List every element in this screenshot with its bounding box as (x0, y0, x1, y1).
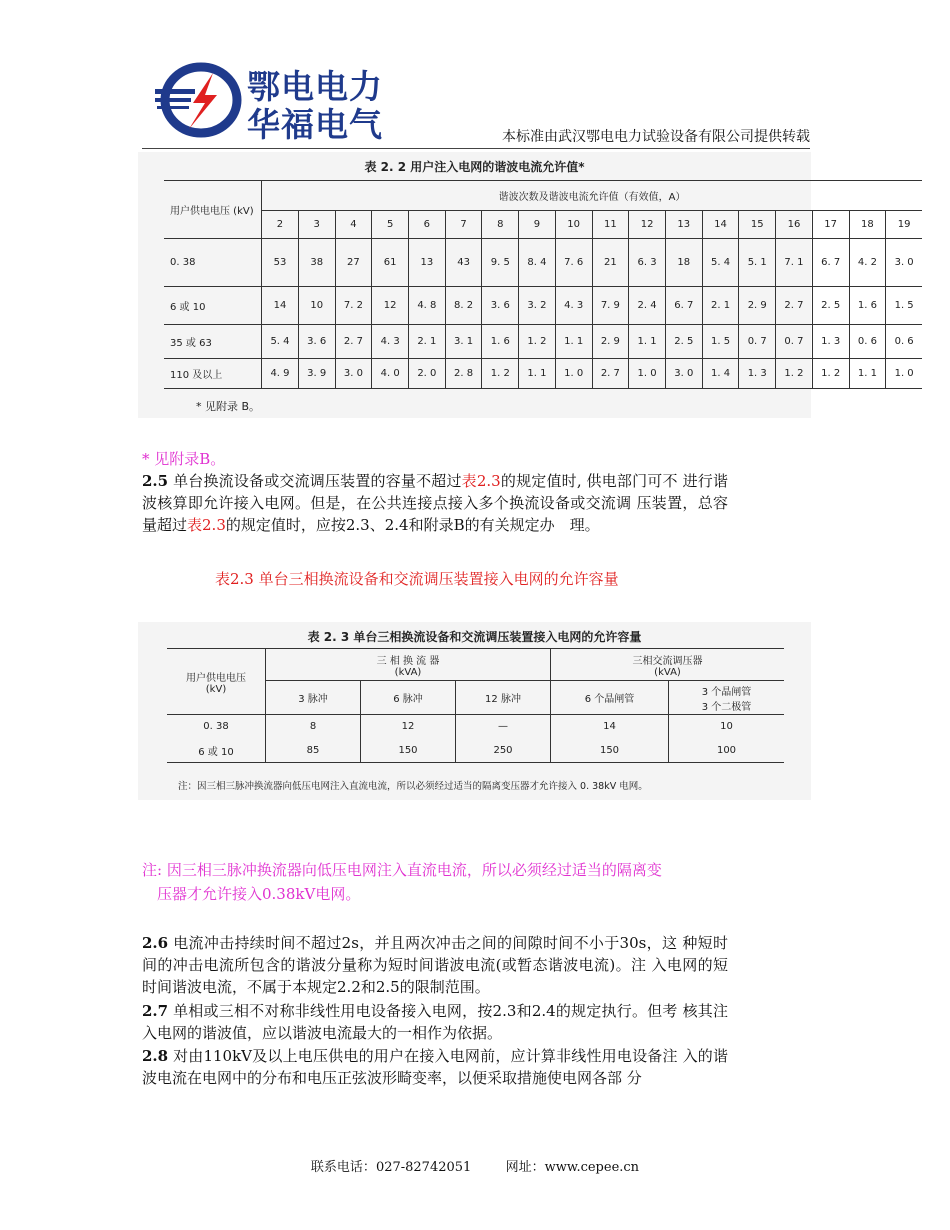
harmonic-value-cell: 7. 9 (592, 287, 629, 325)
harmonic-value-cell: 6. 7 (665, 287, 702, 325)
harmonic-order-header: 18 (849, 211, 886, 239)
harmonic-value-cell: 10 (298, 287, 335, 325)
harmonic-value-cell: 1. 2 (776, 359, 813, 389)
paragraph-text: 的规定值时，应按2.3、2.4和附录B的有关规定办 理。 (225, 516, 600, 534)
harmonic-value-cell: 61 (372, 239, 409, 287)
harmonic-order-header: 14 (702, 211, 739, 239)
logo-text-line1: 鄂电电力 (247, 67, 383, 106)
harmonic-value-cell: 3. 6 (482, 287, 519, 325)
harmonic-value-cell: 8. 2 (445, 287, 482, 325)
table-2-2-footnote: * 见附录 B。 (196, 400, 261, 413)
harmonic-value-cell: 2. 9 (592, 325, 629, 359)
capacity-value-cell: — (456, 715, 551, 739)
capacity-value-cell: 8 (266, 715, 361, 739)
header-note: 本标准由武汉鄂电电力试验设备有限公司提供转载 (502, 129, 810, 145)
harmonic-value-cell: 1. 2 (482, 359, 519, 389)
harmonic-value-cell: 1. 5 (702, 325, 739, 359)
harmonic-value-cell: 13 (409, 239, 446, 287)
company-logo (155, 55, 390, 145)
harmonic-value-cell: 8. 4 (519, 239, 556, 287)
paragraph-text: 对由110kV及以上电压供电的用户在接入电网前，应计算非线性用电设备注 入的谐波电流在电网中的分布和电压正弦波形畸变率，以便采取措施使电网各部 分 (142, 1047, 728, 1087)
harmonic-order-header: 17 (812, 211, 849, 239)
clause-number: 2.8 (142, 1047, 169, 1065)
harmonic-value-cell: 1. 2 (812, 359, 849, 389)
paragraph-text: 单台换流设备或交流调压装置的容量不超过 (168, 472, 462, 490)
paragraph-2-7 (142, 1000, 728, 1044)
harmonic-value-cell: 1. 1 (519, 359, 556, 389)
col-12-pulse: 12 脉冲 (456, 681, 551, 715)
harmonic-value-cell: 1. 3 (812, 325, 849, 359)
paragraph-2-5 (142, 470, 728, 536)
harmonic-value-cell: 1. 0 (629, 359, 666, 389)
table-2-2-scan (138, 152, 914, 418)
harmonic-value-cell: 2. 9 (739, 287, 776, 325)
table-2-3-link[interactable]: 表2.3 (461, 472, 501, 490)
voltage-cell: 6 或 10 (167, 739, 266, 763)
table-2-3-title: 表 2. 3 单台三相换流设备和交流调压装置接入电网的允许容量 (307, 630, 642, 644)
col-6-pulse: 6 脉冲 (361, 681, 456, 715)
harmonic-value-cell: 7. 6 (555, 239, 592, 287)
harmonic-value-cell: 0. 6 (849, 325, 886, 359)
harmonic-value-cell: 5. 4 (262, 325, 299, 359)
clause-number: 2.7 (142, 1002, 169, 1020)
table-row (167, 739, 784, 763)
page-footer (0, 1156, 950, 1175)
paragraph-text: 电流冲击持续时间不超过2s，并且两次冲击之间的间隙时间不小于30s，这 种短时间的冲击电流所包含的谐波分量称为短时间谐波电流(或暂态谐波电流)。注 入电网的短时间谐波电流，不属于本规定2.2和2.5的限制范围。 (142, 934, 728, 996)
harmonic-order-header: 19 (897, 219, 911, 230)
table-2-3-footnote: 注：因三相三脉冲换流器向低压电网注入直流电流，所以必须经过适当的隔离变压器才允许接入 0. 38kV 电网。 (178, 781, 648, 792)
paragraph-2-6 (142, 932, 728, 998)
harmonic-value-cell: 3. 1 (445, 325, 482, 359)
harmonic-order-header: 5 (372, 211, 409, 239)
harmonic-value-cell: 3. 0 (335, 359, 372, 389)
harmonic-value-cell: 2. 7 (335, 325, 372, 359)
harmonic-value-cell: 0. 6 (894, 336, 914, 347)
harmonic-value-cell: 21 (592, 239, 629, 287)
harmonic-value-cell: 53 (262, 239, 299, 287)
header-divider (142, 148, 810, 149)
harmonic-value-cell: 5. 4 (702, 239, 739, 287)
website-link[interactable]: www.cepee.cn (544, 1160, 640, 1175)
harmonic-value-cell: 3. 6 (298, 325, 335, 359)
harmonic-value-cell: 27 (335, 239, 372, 287)
table-row (164, 359, 922, 389)
capacity-value-cell: 250 (456, 739, 551, 763)
table-row (167, 715, 784, 739)
harmonic-value-cell: 1. 3 (739, 359, 776, 389)
regulator-group-line2: (kVA) (654, 666, 681, 678)
harmonic-value-cell: 3. 0 (894, 257, 914, 268)
capacity-value-cell: 85 (266, 739, 361, 763)
logo-text-line2: 华福电气 (247, 105, 383, 144)
harmonic-value-cell: 1. 5 (894, 300, 914, 311)
phone-number: 027-82742051 (375, 1160, 472, 1175)
voltage-header-line1: 用户供电电压 (186, 672, 246, 684)
logo-emblem-icon (155, 59, 245, 141)
harmonic-current-table (164, 180, 922, 389)
harmonic-value-cell: 4. 3 (372, 325, 409, 359)
harmonic-value-cell: 2. 0 (409, 359, 446, 389)
capacity-value-cell: 10 (720, 721, 733, 733)
harmonic-value-cell: 1. 6 (849, 287, 886, 325)
harmonic-value-cell: 4. 2 (849, 239, 886, 287)
paragraph-2-8 (142, 1045, 728, 1089)
harmonic-value-cell: 18 (665, 239, 702, 287)
harmonic-value-cell: 4. 0 (372, 359, 409, 389)
harmonic-value-cell: 2. 1 (702, 287, 739, 325)
converter-note-line2: 压器才允许接入0.38kV电网。 (157, 885, 361, 903)
harmonic-order-header: 12 (629, 211, 666, 239)
harmonic-value-cell: 6. 3 (629, 239, 666, 287)
table-2-3-link[interactable]: 表2.3 (187, 516, 226, 534)
col-3-thyristor: 3 个晶闸管 (701, 686, 752, 698)
capacity-value-cell: 100 (716, 744, 737, 756)
regulator-group-line1: 三相交流调压器 (632, 655, 703, 667)
voltage-cell: 35 或 63 (164, 325, 262, 359)
harmonic-value-cell: 2. 1 (409, 325, 446, 359)
harmonic-value-cell: 2. 7 (776, 287, 813, 325)
capacity-value-cell: 12 (361, 715, 456, 739)
harmonic-value-cell: 2. 8 (445, 359, 482, 389)
harmonic-value-cell: 1. 4 (702, 359, 739, 389)
voltage-cell: 0. 38 (167, 715, 266, 739)
harmonic-value-cell: 1. 0 (555, 359, 592, 389)
converter-group-header (266, 649, 551, 681)
voltage-cell: 6 或 10 (164, 287, 262, 325)
harmonic-value-cell: 7. 2 (335, 287, 372, 325)
harmonic-order-header: 8 (482, 211, 519, 239)
harmonic-value-cell: 1. 1 (849, 359, 886, 389)
harmonic-value-cell: 4. 8 (409, 287, 446, 325)
harmonic-value-cell: 1. 1 (555, 325, 592, 359)
harmonic-value-cell: 3. 0 (665, 359, 702, 389)
harmonic-value-cell: 4. 3 (555, 287, 592, 325)
harmonic-value-cell: 0. 7 (739, 325, 776, 359)
col-3-pulse: 3 脉冲 (266, 681, 361, 715)
col-3-thyristor-3-diode (669, 681, 785, 715)
regulator-group-header (551, 649, 785, 681)
harmonic-order-header: 3 (298, 211, 335, 239)
table-2-3-caption: 表2.3 单台三相换流设备和交流调压装置接入电网的允许容量 (215, 570, 619, 588)
clause-number: 2.5 (142, 472, 169, 490)
harmonic-value-cell: 43 (445, 239, 482, 287)
table-row (164, 239, 922, 287)
converter-note (142, 858, 662, 906)
table-2-2-title: 表 2. 2 用户注入电网的谐波电流允许值* (364, 160, 585, 174)
harmonic-value-cell: 14 (262, 287, 299, 325)
harmonic-value-cell: 3. 2 (519, 287, 556, 325)
table-row (164, 325, 922, 359)
harmonic-order-header: 16 (776, 211, 813, 239)
harmonic-value-cell: 38 (298, 239, 335, 287)
voltage-cell: 0. 38 (164, 239, 262, 287)
converter-group-line2: (kVA) (394, 666, 422, 678)
voltage-header: 用户供电电压 (kV) (164, 181, 262, 239)
harmonic-group-header: 谐波次数及谐波电流允许值（有效值，A） (262, 181, 922, 211)
harmonic-value-cell: 12 (372, 287, 409, 325)
table-row (164, 287, 922, 325)
allowable-capacity-table (167, 648, 784, 763)
voltage-header-line2: (kV) (205, 683, 227, 695)
harmonic-value-cell: 1. 0 (894, 368, 914, 379)
harmonic-order-header: 7 (445, 211, 482, 239)
harmonic-order-header: 11 (592, 211, 629, 239)
harmonic-value-cell: 1. 1 (629, 325, 666, 359)
harmonic-order-header: 4 (335, 211, 372, 239)
harmonic-value-cell: 1. 6 (482, 325, 519, 359)
capacity-value-cell: 150 (551, 739, 669, 763)
paragraph-text: 单相或三相不对称非线性用电设备接入电网，按2.3和2.4的规定执行。但考 核其注入电网的谐波值，应以谐波电流最大的一相作为依据。 (142, 1002, 728, 1042)
harmonic-value-cell: 6. 7 (812, 239, 849, 287)
harmonic-order-header: 9 (519, 211, 556, 239)
harmonic-value-cell: 2. 7 (592, 359, 629, 389)
harmonic-value-cell: 9. 5 (482, 239, 519, 287)
clause-number: 2.6 (142, 934, 169, 952)
appendix-note: * 见附录B。 (142, 450, 226, 468)
converter-group-line1: 三 相 换 流 器 (376, 655, 440, 667)
harmonic-value-cell: 2. 5 (812, 287, 849, 325)
harmonic-order-header: 13 (665, 211, 702, 239)
table-2-3-scan (138, 622, 811, 800)
harmonic-value-cell: 5. 1 (739, 239, 776, 287)
harmonic-order-header: 10 (555, 211, 592, 239)
harmonic-value-cell: 1. 2 (519, 325, 556, 359)
paragraph-text: 的规定值时, 供电部门可不 进行谐波核算即允许接入电网。但是，在公共连接点接入多个换流设备或交流调 压装置，总容量超过 (142, 472, 728, 534)
harmonic-value-cell: 7. 1 (776, 239, 813, 287)
website-label: 网址： (505, 1160, 545, 1175)
capacity-value-cell: 14 (551, 715, 669, 739)
capacity-value-cell: 150 (361, 739, 456, 763)
harmonic-order-header: 15 (739, 211, 776, 239)
voltage-cell: 110 及以上 (164, 359, 262, 389)
col-6-thyristor: 6 个晶闸管 (551, 681, 669, 715)
phone-label: 联系电话： (310, 1160, 376, 1175)
col-3-diode: 3 个二极管 (701, 701, 752, 713)
harmonic-value-cell: 2. 4 (629, 287, 666, 325)
harmonic-order-header: 6 (409, 211, 446, 239)
harmonic-value-cell: 3. 9 (298, 359, 335, 389)
harmonic-value-cell: 0. 7 (776, 325, 813, 359)
harmonic-order-header: 2 (262, 211, 299, 239)
harmonic-value-cell: 2. 5 (665, 325, 702, 359)
converter-note-line1: 注: 因三相三脉冲换流器向低压电网注入直流电流，所以必须经过适当的隔离变 (142, 861, 662, 879)
voltage-header (167, 649, 266, 715)
harmonic-value-cell: 4. 9 (262, 359, 299, 389)
